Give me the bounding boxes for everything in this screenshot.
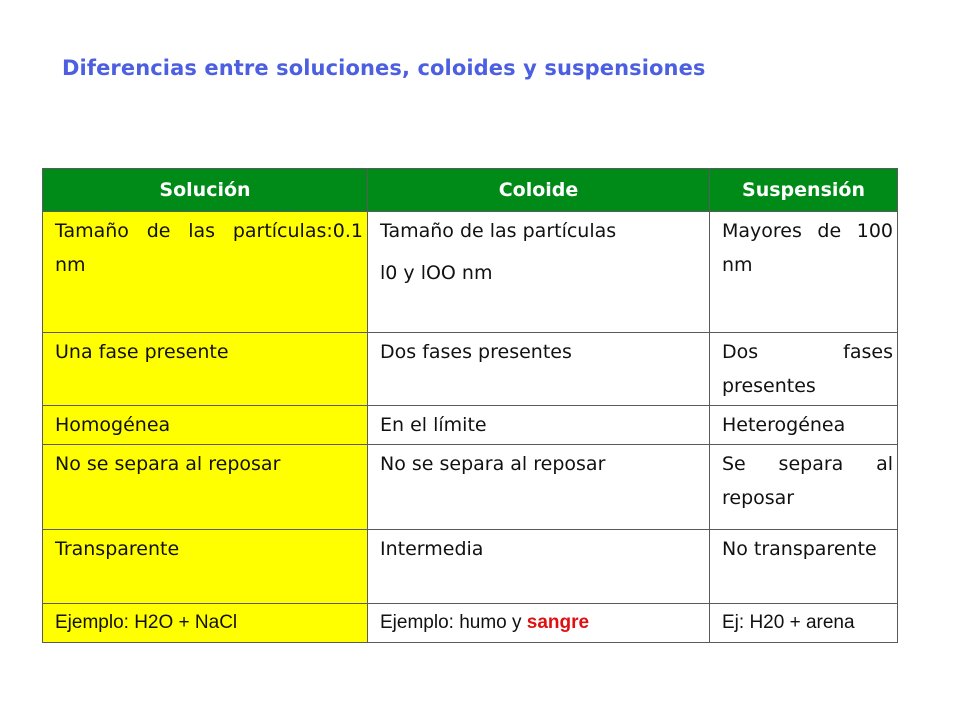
cell-solucion: Homogénea [43, 406, 368, 445]
table-row [43, 406, 898, 445]
cell-coloide: No se separa al reposar [368, 445, 710, 530]
cell-coloide: Intermedia [368, 530, 710, 604]
table-row [43, 212, 898, 333]
page-title: Diferencias entre soluciones, coloides y suspensiones [62, 56, 706, 80]
comparison-table [42, 168, 898, 643]
cell-suspension-example: Ej: H20 + arena [710, 604, 898, 643]
cell-coloide-range: l0 y lOO nm [380, 262, 493, 284]
cell-suspension: Mayores de 100 nm [710, 212, 898, 333]
cell-suspension: No transparente [710, 530, 898, 604]
cell-solucion: Transparente [43, 530, 368, 604]
table-row-example [43, 604, 898, 643]
table-header-row [43, 169, 898, 212]
cell-solucion: Una fase presente [43, 333, 368, 406]
header-coloide: Coloide [368, 169, 710, 212]
header-solucion: Solución [43, 169, 368, 212]
cell-coloide-example [368, 604, 710, 643]
cell-suspension: Heterogénea [710, 406, 898, 445]
cell-coloide: Dos fases presentes [368, 333, 710, 406]
cell-suspension: Dos fases presentes [710, 333, 898, 406]
table-row [43, 530, 898, 604]
cell-coloide [368, 212, 710, 333]
cell-coloide-text: Tamaño de las partículas [380, 220, 617, 242]
cell-suspension: Se separa al reposar [710, 445, 898, 530]
table-row [43, 445, 898, 530]
cell-solucion: No se separa al reposar [43, 445, 368, 530]
header-suspension: Suspensión [710, 169, 898, 212]
cell-coloide: En el límite [368, 406, 710, 445]
cell-solucion-example: Ejemplo: H2O + NaCl [43, 604, 368, 643]
example-coloide-text: Ejemplo: humo y [380, 612, 527, 633]
cell-solucion: Tamaño de las partículas:0.1 nm [43, 212, 368, 333]
table-row [43, 333, 898, 406]
example-highlight-sangre: sangre [526, 612, 590, 633]
